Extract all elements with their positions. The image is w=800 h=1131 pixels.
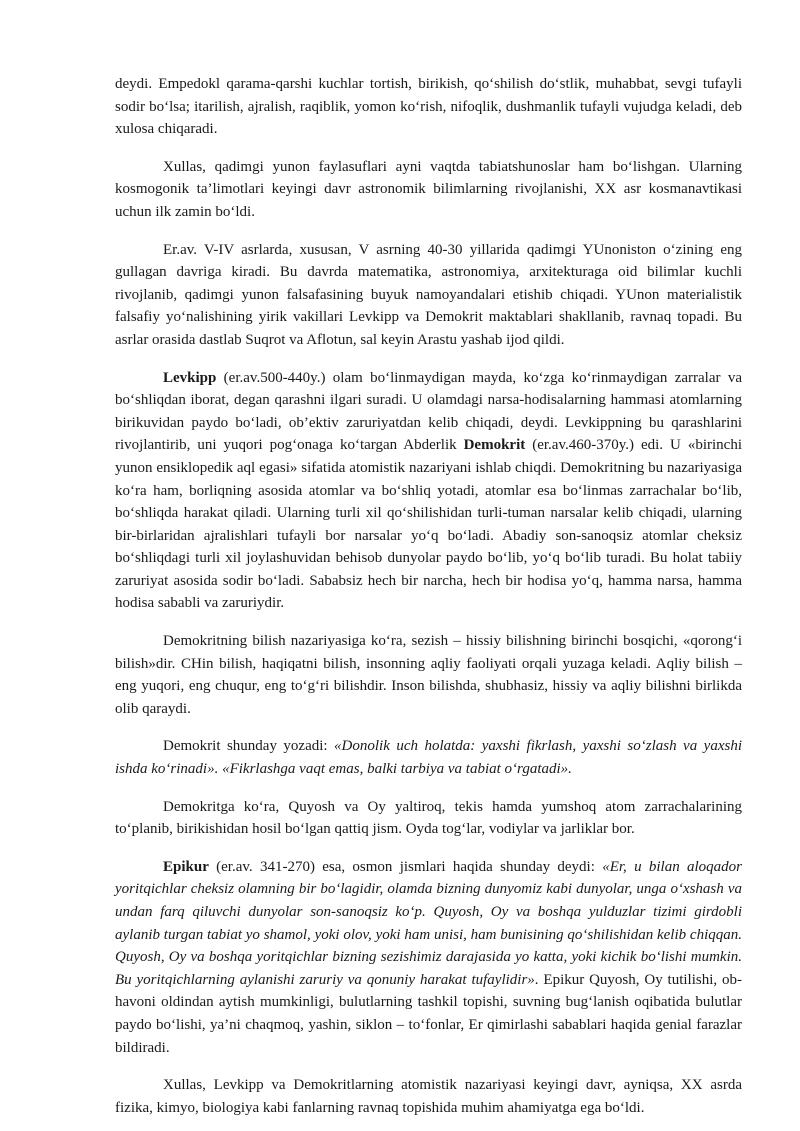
paragraph-7 xyxy=(115,796,742,841)
paragraph-text: (er.av.500-440y.) olam bo‘linmaydigan mayda, ko‘zga ko‘rinmaydigan zarralar va bo‘shliqdan iborat, degan qarashni ilgari suradi. U olamdagi narsa-hodisalarning hammasi atomlarning birikuvidan paydo bo‘ladi, ob’ektiv zaruriyatdan kelib chiqadi, deydi. Levkippning bu qarashlarini rivojlantirib, uni yuqori pog‘onaga ko‘targan Abderlik xyxy=(115,369,742,454)
paragraph-text: Demokritga ko‘ra, Quyosh va Oy yaltiroq, tekis hamda yumshoq atom zarrachalarining to‘planib, birikishidan hosil bo‘lgan qattiq jism. Oyda tog‘lar, vodiylar va jarliklar bor. xyxy=(115,798,742,838)
paragraph-text: Er.av. V-IV asrlarda, xususan, V asrning 40-30 yillarida qadimgi YUnoniston o‘zining eng gullagan davriga kiradi. Bu davrda matematika, astronomiya, arxitekturaga oid bilimlar kuchli rivojlanib, qadimgi yunon falsafasining buyuk namoyandalari etishib chiqadi. YUnon materialistik falsafiy yo‘nalishining yirik vakillari Levkipp va Demokrit maktablari shakllanib, ravnaq topadi. Bu asrlar orasida dastlab Suqrot va Aflotun, sal keyin Arastu yashab ijod qildi. xyxy=(115,241,742,348)
paragraph-text: Demokrit shunday yozadi: xyxy=(163,738,335,755)
paragraph-1 xyxy=(115,73,742,141)
paragraph-text: deydi. Empedokl qarama-qarshi kuchlar tortish, birikish, qo‘shilish do‘stlik, muhabbat, sevgi tufayli sodir bo‘lsa; itarilish, ajralish, raqiblik, yomon ko‘rish, nifoqlik, dushmanlik tufayli vujudga keladi, deb xulosa chiqaradi. xyxy=(115,76,742,138)
paragraph-text: Demokritning bilish nazariyasiga ko‘ra, sezish – hissiy bilishning birinchi bosqichi, «qorong‘i bilish»dir. CHin bilish, haqiqatni bilish, insonning aqliy faoliyati orqali yuzaga keladi. Aqliy bilish – eng yuqori, eng chuqur, eng to‘g‘ri bilishdir. Inson bilishda, shubhasiz, hissiy va aqliy bilishni birlikda olib qaraydi. xyxy=(115,633,742,717)
paragraph-text: Xullas, qadimgi yunon faylasuflari ayni vaqtda tabiatshunoslar ham bo‘lishgan. Ularning kosmogonik ta’limotlari keyingi davr astronomik bilimlarning rivojlanishi, XX asr kosmanavtikasi uchun ilk zamin bo‘ldi. xyxy=(115,158,742,220)
paragraph-text: (er.av.460-370y.) edi. U «birinchi yunon ensiklopedik aql egasi» sifatida atomistik nazariyani ishlab chiqdi. Demokritning bu nazariyasiga ko‘ra ham, borliqning asosida atomlar va bo‘shliq yotadi, atomlar esa bo‘linmas zarrachalar bo‘lib, bo‘shliqda harakat qiladi. Ularning turli xil qo‘shilishidan turli-tuman narsalar kelib chiqadi, ularning bir-birlaridan ajralishlari tufayli bor narsalar yo‘q bo‘ladi. Abadiy son-sanoqsiz atomlar cheksiz bo‘shliqdagi turli xil joylashuvidan behisob dunyolar paydo bo‘lib, yo‘q bo‘lib turadi. Bu holat tabiiy zaruriyat asosida sodir bo‘ladi. Sababsiz hech bir narcha, hech bir hodisa yo‘q, hamma narsa, hamma hodisa sababli va zaruriydir. xyxy=(115,437,742,612)
bold-name-demokrit: Demokrit xyxy=(463,437,526,454)
bold-name-levkipp: Levkipp xyxy=(163,369,217,386)
paragraph-4 xyxy=(115,367,742,616)
paragraph-text: . Epikur Quyosh, Oy tutilishi, ob-havoni oldindan aytish mumkinligi, bulutlarning tashkil topishi, suvning bug‘lanish oqibatida bulutlar paydo bo‘lishi, ya’ni chaqmoq, yashin, siklon – to‘fonlar, Er qimirlashi sabablari haqida genial farazlar bildiradi. xyxy=(115,971,742,1056)
paragraph-6 xyxy=(115,735,742,780)
paragraph-5 xyxy=(115,630,742,720)
italic-quote: «Donolik uch holatda: yaxshi fikrlash, yaxshi so‘zlash va yaxshi ishda ko‘rinadi». «Fikrlashga vaqt emas, balki tarbiya va tabiat o‘rgatadi». xyxy=(115,738,742,778)
paragraph-8 xyxy=(115,856,742,1059)
paragraph-2 xyxy=(115,156,742,224)
paragraph-9 xyxy=(115,1074,742,1119)
italic-quote: «Er, u bilan aloqador yoritqichlar cheksiz olamning bir bo‘lagidir, olamda bizning dunyomiz kabi dunyolar, unga o‘xshash va undan farq qiluvchi dunyolar son-sanoqsiz ko‘p. Quyosh, Oy va boshqa yulduzlar tizimi girdobli aylanib turgan tabiat yo shamol, yoki olov, yoki ham unisi, ham bunisining qo‘shilishidan kelib chiqqan. Quyosh, Oy va boshqa yoritqichlar bizning sezishimiz darajasida yo katta, yoki kichik bo‘lishi mumkin. Bu yoritqichlarning aylanishi zaruriy va qonuniy harakat tufaylidir» xyxy=(115,858,742,988)
paragraph-text: Xullas, Levkipp va Demokritlarning atomistik nazariyasi keyingi davr, ayniqsa, XX asrda fizika, kimyo, biologiya kabi fanlarning ravnaq topishida muhim ahamiyatga ega bo‘ldi. xyxy=(115,1077,742,1116)
bold-name-epikur: Epikur xyxy=(163,858,209,875)
paragraph-text: (er.av. 341-270) esa, osmon jismlari haqida shunday deydi: xyxy=(208,858,603,875)
paragraph-3 xyxy=(115,239,742,352)
